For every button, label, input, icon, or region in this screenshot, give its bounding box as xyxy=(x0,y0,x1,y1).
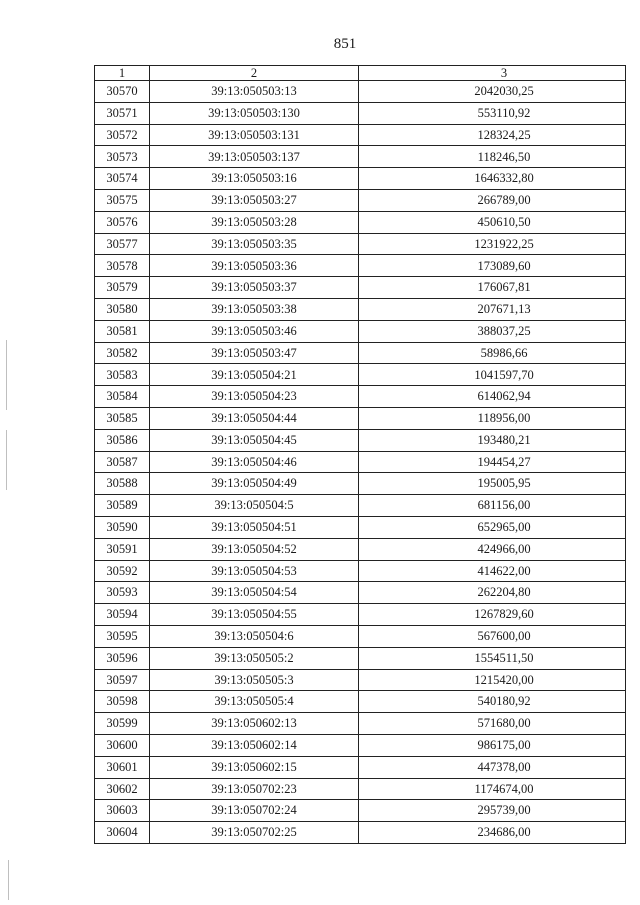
cadastral-value-cell: 295739,00 xyxy=(359,800,626,822)
table-row xyxy=(95,691,626,713)
header-row xyxy=(95,66,626,81)
cadastral-value-cell: 207671,13 xyxy=(359,298,626,320)
cadastral-number-cell: 39:13:050503:28 xyxy=(150,211,359,233)
row-number-cell: 30591 xyxy=(95,538,150,560)
cadastral-value-cell: 388037,25 xyxy=(359,320,626,342)
row-number-cell: 30596 xyxy=(95,647,150,669)
row-number-cell: 30581 xyxy=(95,320,150,342)
cadastral-number-cell: 39:13:050503:130 xyxy=(150,102,359,124)
table-row xyxy=(95,102,626,124)
table-row xyxy=(95,386,626,408)
table-row xyxy=(95,604,626,626)
table-row xyxy=(95,277,626,299)
cadastral-number-cell: 39:13:050504:44 xyxy=(150,407,359,429)
cadastral-value-cell: 194454,27 xyxy=(359,451,626,473)
cadastral-value-cell: 128324,25 xyxy=(359,124,626,146)
cadastral-number-cell: 39:13:050602:13 xyxy=(150,713,359,735)
column-header-2: 2 xyxy=(150,66,359,81)
cadastral-number-cell: 39:13:050505:2 xyxy=(150,647,359,669)
cadastral-number-cell: 39:13:050504:54 xyxy=(150,582,359,604)
scan-speck xyxy=(6,340,7,410)
cadastral-number-cell: 39:13:050504:5 xyxy=(150,495,359,517)
cadastral-number-cell: 39:13:050505:3 xyxy=(150,669,359,691)
table-row xyxy=(95,778,626,800)
table-row xyxy=(95,495,626,517)
cadastral-value-cell: 414622,00 xyxy=(359,560,626,582)
table-row xyxy=(95,429,626,451)
cadastral-number-cell: 39:13:050503:131 xyxy=(150,124,359,146)
row-number-cell: 30595 xyxy=(95,625,150,647)
cadastral-number-cell: 39:13:050504:23 xyxy=(150,386,359,408)
cadastral-number-cell: 39:13:050602:15 xyxy=(150,756,359,778)
cadastral-value-cell: 553110,92 xyxy=(359,102,626,124)
table-row xyxy=(95,451,626,473)
table-row xyxy=(95,625,626,647)
row-number-cell: 30604 xyxy=(95,822,150,844)
table-row xyxy=(95,364,626,386)
table-row xyxy=(95,298,626,320)
cadastral-value-cell: 450610,50 xyxy=(359,211,626,233)
cadastral-value-cell: 614062,94 xyxy=(359,386,626,408)
cadastral-number-cell: 39:13:050504:21 xyxy=(150,364,359,386)
table-row xyxy=(95,233,626,255)
cadastral-value-cell: 571680,00 xyxy=(359,713,626,735)
table-row xyxy=(95,582,626,604)
cadastral-value-cell: 447378,00 xyxy=(359,756,626,778)
cadastral-value-cell: 1231922,25 xyxy=(359,233,626,255)
row-number-cell: 30590 xyxy=(95,516,150,538)
row-number-cell: 30576 xyxy=(95,211,150,233)
table-row xyxy=(95,647,626,669)
cadastral-value-cell: 195005,95 xyxy=(359,473,626,495)
cadastral-number-cell: 39:13:050702:24 xyxy=(150,800,359,822)
table-row xyxy=(95,516,626,538)
row-number-cell: 30584 xyxy=(95,386,150,408)
table-row xyxy=(95,81,626,103)
row-number-cell: 30585 xyxy=(95,407,150,429)
cadastral-value-table xyxy=(94,65,626,844)
cadastral-value-cell: 234686,00 xyxy=(359,822,626,844)
cadastral-number-cell: 39:13:050503:13 xyxy=(150,81,359,103)
table-row xyxy=(95,560,626,582)
row-number-cell: 30587 xyxy=(95,451,150,473)
cadastral-number-cell: 39:13:050504:52 xyxy=(150,538,359,560)
cadastral-value-cell: 58986,66 xyxy=(359,342,626,364)
column-header-1: 1 xyxy=(95,66,150,81)
table-row xyxy=(95,146,626,168)
cadastral-number-cell: 39:13:050503:137 xyxy=(150,146,359,168)
row-number-cell: 30600 xyxy=(95,734,150,756)
cadastral-value-cell: 424966,00 xyxy=(359,538,626,560)
table-header xyxy=(95,66,626,81)
cadastral-number-cell: 39:13:050505:4 xyxy=(150,691,359,713)
cadastral-value-cell: 1174674,00 xyxy=(359,778,626,800)
table-row xyxy=(95,255,626,277)
row-number-cell: 30589 xyxy=(95,495,150,517)
cadastral-value-cell: 1041597,70 xyxy=(359,364,626,386)
cadastral-value-cell: 1646332,80 xyxy=(359,168,626,190)
cadastral-value-cell: 193480,21 xyxy=(359,429,626,451)
cadastral-value-cell: 986175,00 xyxy=(359,734,626,756)
cadastral-number-cell: 39:13:050702:23 xyxy=(150,778,359,800)
row-number-cell: 30597 xyxy=(95,669,150,691)
scan-speck xyxy=(6,430,7,490)
table-row xyxy=(95,124,626,146)
table-row xyxy=(95,473,626,495)
cadastral-number-cell: 39:13:050504:45 xyxy=(150,429,359,451)
row-number-cell: 30572 xyxy=(95,124,150,146)
row-number-cell: 30582 xyxy=(95,342,150,364)
row-number-cell: 30577 xyxy=(95,233,150,255)
row-number-cell: 30578 xyxy=(95,255,150,277)
page-number: 851 xyxy=(333,36,357,52)
cadastral-value-cell: 1554511,50 xyxy=(359,647,626,669)
row-number-cell: 30588 xyxy=(95,473,150,495)
table-row xyxy=(95,669,626,691)
table-row xyxy=(95,189,626,211)
cadastral-value-cell: 681156,00 xyxy=(359,495,626,517)
row-number-cell: 30601 xyxy=(95,756,150,778)
row-number-cell: 30594 xyxy=(95,604,150,626)
table-row xyxy=(95,713,626,735)
cadastral-number-cell: 39:13:050504:49 xyxy=(150,473,359,495)
cadastral-value-cell: 118956,00 xyxy=(359,407,626,429)
table-row xyxy=(95,342,626,364)
cadastral-value-cell: 118246,50 xyxy=(359,146,626,168)
cadastral-number-cell: 39:13:050504:55 xyxy=(150,604,359,626)
cadastral-value-cell: 176067,81 xyxy=(359,277,626,299)
cadastral-value-cell: 262204,80 xyxy=(359,582,626,604)
table-body xyxy=(95,81,626,844)
cadastral-value-cell: 1215420,00 xyxy=(359,669,626,691)
scan-speck xyxy=(8,860,9,900)
cadastral-number-cell: 39:13:050503:16 xyxy=(150,168,359,190)
cadastral-value-cell: 652965,00 xyxy=(359,516,626,538)
cadastral-number-cell: 39:13:050504:6 xyxy=(150,625,359,647)
table-row xyxy=(95,822,626,844)
table-row xyxy=(95,320,626,342)
table-row xyxy=(95,407,626,429)
row-number-cell: 30574 xyxy=(95,168,150,190)
cadastral-number-cell: 39:13:050702:25 xyxy=(150,822,359,844)
cadastral-number-cell: 39:13:050503:27 xyxy=(150,189,359,211)
table-row xyxy=(95,800,626,822)
row-number-cell: 30575 xyxy=(95,189,150,211)
row-number-cell: 30579 xyxy=(95,277,150,299)
row-number-cell: 30592 xyxy=(95,560,150,582)
cadastral-number-cell: 39:13:050602:14 xyxy=(150,734,359,756)
cadastral-number-cell: 39:13:050503:35 xyxy=(150,233,359,255)
cadastral-value-cell: 2042030,25 xyxy=(359,81,626,103)
cadastral-value-cell: 173089,60 xyxy=(359,255,626,277)
row-number-cell: 30599 xyxy=(95,713,150,735)
row-number-cell: 30583 xyxy=(95,364,150,386)
table-row xyxy=(95,734,626,756)
row-number-cell: 30598 xyxy=(95,691,150,713)
cadastral-value-cell: 567600,00 xyxy=(359,625,626,647)
row-number-cell: 30570 xyxy=(95,81,150,103)
row-number-cell: 30602 xyxy=(95,778,150,800)
cadastral-value-cell: 266789,00 xyxy=(359,189,626,211)
cadastral-number-cell: 39:13:050504:51 xyxy=(150,516,359,538)
row-number-cell: 30580 xyxy=(95,298,150,320)
cadastral-number-cell: 39:13:050503:47 xyxy=(150,342,359,364)
cadastral-number-cell: 39:13:050504:46 xyxy=(150,451,359,473)
row-number-cell: 30593 xyxy=(95,582,150,604)
table-row xyxy=(95,168,626,190)
cadastral-value-cell: 540180,92 xyxy=(359,691,626,713)
row-number-cell: 30586 xyxy=(95,429,150,451)
cadastral-number-cell: 39:13:050503:46 xyxy=(150,320,359,342)
table-row xyxy=(95,756,626,778)
table-row xyxy=(95,538,626,560)
cadastral-number-cell: 39:13:050503:36 xyxy=(150,255,359,277)
cadastral-number-cell: 39:13:050504:53 xyxy=(150,560,359,582)
column-header-3: 3 xyxy=(359,66,626,81)
table-row xyxy=(95,211,626,233)
row-number-cell: 30603 xyxy=(95,800,150,822)
row-number-cell: 30573 xyxy=(95,146,150,168)
row-number-cell: 30571 xyxy=(95,102,150,124)
cadastral-number-cell: 39:13:050503:38 xyxy=(150,298,359,320)
cadastral-number-cell: 39:13:050503:37 xyxy=(150,277,359,299)
cadastral-value-cell: 1267829,60 xyxy=(359,604,626,626)
